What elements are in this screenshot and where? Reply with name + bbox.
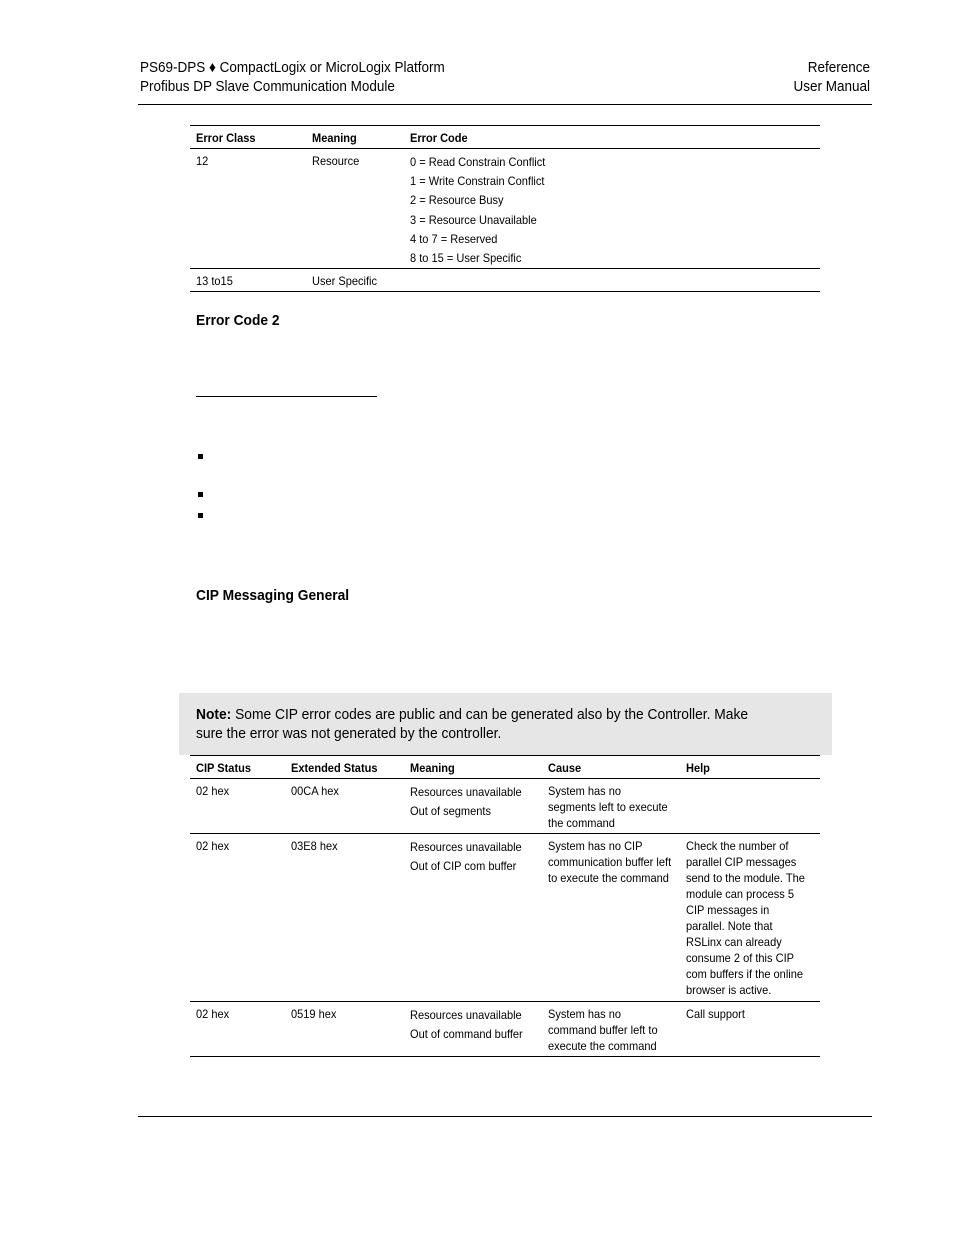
error-code-line: 4 to 7 = Reserved <box>410 231 498 246</box>
meaning-cell <box>410 838 522 876</box>
help-line: consume 2 of this CIP <box>686 951 794 965</box>
cause-cell <box>548 1006 658 1054</box>
help-line: CIP messages in <box>686 903 770 917</box>
help-line: com buffers if the online <box>686 967 804 981</box>
help-line: parallel. Note that <box>686 919 773 933</box>
page-header-right <box>793 58 870 96</box>
help-line: browser is active. <box>686 983 772 997</box>
error-code-cell <box>410 153 545 268</box>
cause-line: System has no <box>548 1007 622 1021</box>
cause-line: System has no CIP <box>548 839 643 853</box>
column-header: Error Code <box>410 131 468 145</box>
list-bullet <box>198 454 203 459</box>
column-header: Error Class <box>196 131 256 145</box>
column-header: Meaning <box>312 131 357 145</box>
document-title: PS69-DPS ♦ CompactLogix or MicroLogix Platform <box>140 59 445 76</box>
error-code-line: 8 to 15 = User Specific <box>410 251 522 266</box>
help-line: Check the number of <box>686 839 789 853</box>
meaning-line: Resources unavailable <box>410 840 522 854</box>
note-body: Some CIP error codes are public and can be generated also by the Controller. Make sure the error was not generated by the controller. <box>196 706 749 742</box>
table-row <box>190 779 820 834</box>
cause-cell <box>548 783 668 831</box>
cip-status-cell: 02 hex <box>196 1007 230 1021</box>
help-cell <box>686 1006 745 1022</box>
cip-status-cell: 02 hex <box>196 784 230 798</box>
note-label: Note: <box>196 706 232 723</box>
help-line: RSLinx can already <box>686 935 782 949</box>
cause-line: communication buffer left <box>548 855 672 869</box>
table-row <box>190 149 820 269</box>
help-line: send to the module. The <box>686 871 805 885</box>
header-rule <box>138 104 872 105</box>
cause-line: segments left to execute <box>548 800 668 814</box>
section-heading-error-code-2: Error Code 2 <box>196 312 280 329</box>
column-header: Meaning <box>410 761 455 775</box>
help-line: parallel CIP messages <box>686 855 797 869</box>
error-code-line: 3 = Resource Unavailable <box>410 212 537 227</box>
cip-error-table <box>190 755 820 1057</box>
extended-status-cell: 03E8 hex <box>291 839 338 853</box>
error-class-table <box>190 125 820 292</box>
error-code-line: 1 = Write Constrain Conflict <box>410 174 545 189</box>
cause-line: command buffer left to <box>548 1023 658 1037</box>
extended-status-cell: 0519 hex <box>291 1007 337 1021</box>
table-header-row <box>190 126 820 149</box>
table-header-row <box>190 756 820 779</box>
meaning-cell: User Specific <box>312 274 378 288</box>
cip-status-cell: 02 hex <box>196 839 230 853</box>
error-class-cell: 12 <box>196 154 209 168</box>
column-header: Help <box>686 761 710 775</box>
document-subtitle: Profibus DP Slave Communication Module <box>140 78 395 95</box>
meaning-cell <box>410 1006 523 1044</box>
table-row <box>190 1002 820 1057</box>
manual-label: User Manual <box>793 78 870 95</box>
cause-line: execute the command <box>548 1039 657 1053</box>
cause-line: to execute the command <box>548 871 669 885</box>
list-bullet <box>198 513 203 518</box>
table-row <box>190 834 820 1002</box>
cause-cell <box>548 838 671 886</box>
column-header: Cause <box>548 761 582 775</box>
error-code-line: 0 = Read Constrain Conflict <box>410 155 546 169</box>
note-text <box>196 705 766 743</box>
chapter-label: Reference <box>807 59 870 76</box>
short-rule <box>196 396 377 397</box>
meaning-line: Resources unavailable <box>410 1008 522 1022</box>
meaning-cell <box>410 783 522 821</box>
meaning-line: Out of command buffer <box>410 1027 523 1042</box>
page-header-left <box>140 58 445 96</box>
cause-line: System has no <box>548 784 622 798</box>
note-box <box>179 693 832 755</box>
help-line: Call support <box>686 1007 745 1021</box>
error-class-cell: 13 to15 <box>196 274 233 288</box>
cause-line: the command <box>548 816 615 830</box>
table-row <box>190 269 820 292</box>
help-line: module can process 5 <box>686 887 795 901</box>
extended-status-cell: 00CA hex <box>291 784 339 798</box>
column-header: Extended Status <box>291 761 378 775</box>
meaning-line: Out of segments <box>410 804 492 819</box>
meaning-line: Resources unavailable <box>410 785 522 799</box>
list-bullet <box>198 492 203 497</box>
error-code-line: 2 = Resource Busy <box>410 193 504 208</box>
meaning-cell: Resource <box>312 154 360 168</box>
help-cell <box>686 838 805 998</box>
column-header: CIP Status <box>196 761 252 775</box>
section-heading-cip-messaging: CIP Messaging General <box>196 587 350 604</box>
meaning-line: Out of CIP com buffer <box>410 859 517 874</box>
footer-rule <box>138 1116 872 1117</box>
